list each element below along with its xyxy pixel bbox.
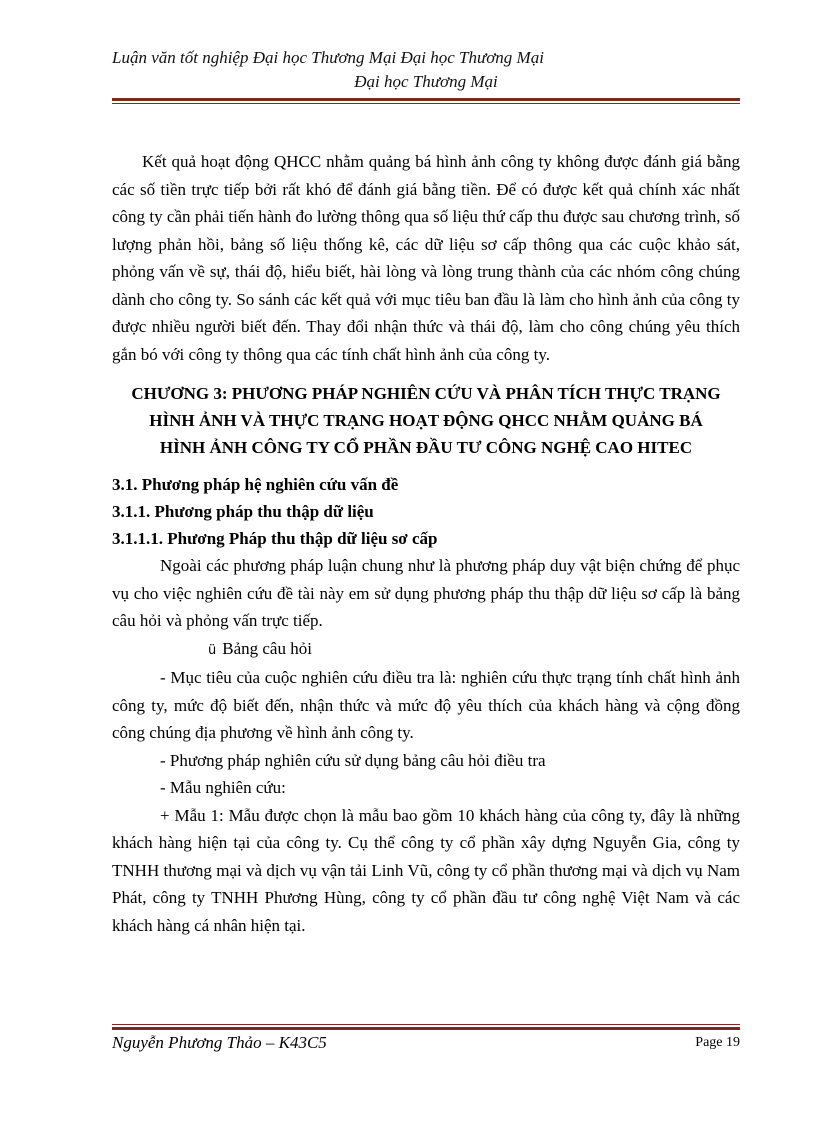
heading-3-1-1-1: 3.1.1.1. Phương Pháp thu thập dữ liệu sơ cấp <box>112 529 438 548</box>
intro-paragraph: Kết quả hoạt động QHCC nhằm quảng bá hình ảnh công ty không được đánh giá bằng các số tiền trực tiếp bởi rất khó để đánh giá bằng tiền. Để có được kết quả chính xác nhất công ty cần phải tiến hành đo lường thông qua số liệu thứ cấp thu được sau chương trình, số lượng phản hồi, bảng số liệu thống kê, các dữ liệu sơ cấp thông qua các cuộc khảo sát, phỏng vấn về sự, thái độ, hiểu biết, hài lòng và lòng trung thành của các nhóm công chúng dành cho công ty. So sánh các kết quả với mục tiêu ban đầu là làm cho hình ảnh của công ty được nhiều người biết đến. Thay đổi nhận thức và thái độ, làm cho công chúng yêu thích gắn bó với công ty thông qua các tính chất hình ảnh của công ty. <box>112 152 740 364</box>
page-content <box>112 148 740 939</box>
page-footer <box>112 1030 740 1056</box>
dash-sample: - Mẫu nghiên cứu: <box>160 778 286 797</box>
dash-method: - Phương pháp nghiên cứu sử dụng bảng câu hỏi điều tra <box>160 750 546 770</box>
bullet-label: Bảng câu hỏi <box>222 638 312 658</box>
footer-author: Nguyễn Phương Thảo – K43C5 <box>112 1033 327 1052</box>
dash-objective: - Mục tiêu của cuộc nghiên cứu điều tra là: nghiên cứu thực trạng tính chất hình ảnh công ty, mức độ biết đến, nhận thức và mức độ yêu thích của khách hàng và cộng đồng công chúng địa phương về hình ảnh công ty. <box>112 668 740 742</box>
header-rule-thick <box>112 98 740 101</box>
heading-3-1-1: 3.1.1. Phương pháp thu thập dữ liệu <box>112 502 374 521</box>
header-line-1: Luận văn tốt nghiệp Đại học Thương Mại Đại học Thương Mại <box>112 48 544 67</box>
page-header <box>112 46 740 94</box>
sample-1-paragraph: + Mẫu 1: Mẫu được chọn là mẫu bao gồm 10 khách hàng của công ty, đây là những khách hàng hiện tại của công ty. Cụ thể công ty cổ phần xây dựng Nguyễn Gia, công ty TNHH thương mại và dịch vụ vận tải Linh Vũ, công ty cổ phần thương mại và dịch vụ Nam Phát, công ty TNHH Phương Hùng, công ty cổ phần đầu tư công nghệ Việt Nam và các khách hàng cá nhân hiện tại. <box>112 805 740 935</box>
page-number: Page 19 <box>695 1035 740 1050</box>
header-rule-thin <box>112 103 740 104</box>
footer-rule-thin <box>112 1024 740 1025</box>
method-paragraph: Ngoài các phương pháp luận chung như là phương pháp duy vật biện chứng để phục vụ cho việc nghiên cứu đề tài này em sử dụng phương pháp thu thập dữ liệu sơ cấp là bảng câu hỏi và phỏng vấn trực tiếp. <box>112 556 740 630</box>
chapter-title: CHƯƠNG 3: PHƯƠNG PHÁP NGHIÊN CỨU VÀ PHÂN TÍCH THỰC TRẠNG HÌNH ẢNH VÀ THỰC TRẠNG HOẠT ĐỘNG QHCC NHẰM QUẢNG BÁ HÌNH ẢNH CÔNG TY CỔ PHẦN ĐẦU TƯ CÔNG NGHỆ CAO HITEC <box>131 384 721 457</box>
heading-3-1: 3.1. Phương pháp hệ nghiên cứu vấn đề <box>112 475 399 494</box>
bullet-questionnaire <box>112 635 740 665</box>
checkmark-bullet-icon: ü <box>208 642 217 658</box>
header-line-2: Đại học Thương Mại <box>354 72 498 91</box>
